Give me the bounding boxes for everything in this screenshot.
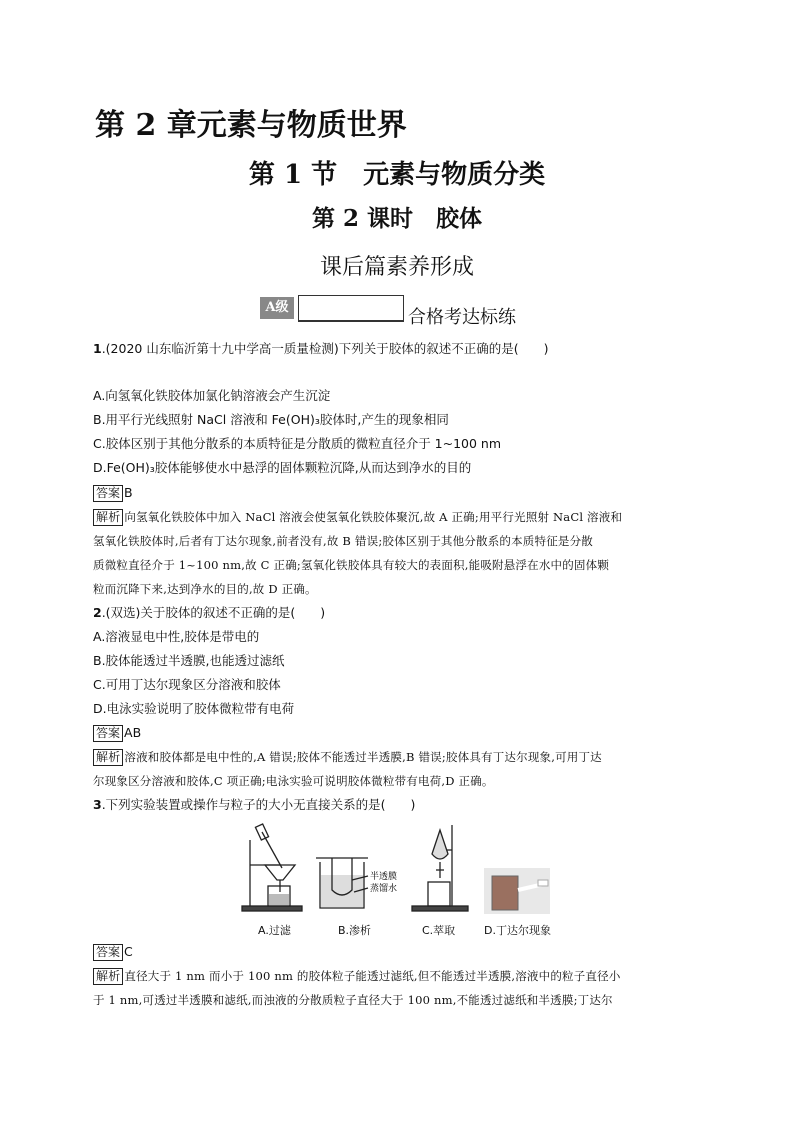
question-number: 1 — [93, 341, 102, 356]
option: D.Fe(OH)₃胶体能够使水中悬浮的固体颗粒沉降,从而达到净水的目的 — [93, 460, 472, 475]
lesson-title: 第 2 课时 胶体 — [311, 205, 483, 232]
explanation-line: 粒而沉降下来,达到净水的目的,故 D 正确。 — [93, 582, 317, 596]
question-3-stem — [93, 797, 415, 813]
explanation-text: 直径大于 1 nm 而小于 100 nm 的胶体粒子能透过滤纸,但不能透过半透膜,溶液中的粒子直径小 — [124, 969, 621, 983]
question-stem: .下列实验装置或操作与粒子的大小无直接关系的是( ) — [101, 797, 416, 812]
figure-caption-b: B.渗析 — [338, 924, 372, 937]
explanation-text: 溶液和胶体都是电中性的,A 错误;胶体不能透过半透膜,B 错误;胶体具有丁达尔现象,可用丁达 — [124, 750, 602, 764]
apparatus-figure — [240, 820, 560, 940]
level-badge: A级 — [260, 297, 294, 319]
filtration-apparatus — [242, 824, 302, 911]
dialysis-apparatus — [316, 858, 368, 908]
option: B.胶体能透过半透膜,也能透过滤纸 — [93, 653, 285, 668]
option: B.用平行光线照射 NaCl 溶液和 Fe(OH)₃胶体时,产生的现象相同 — [93, 412, 449, 427]
explanation-line — [93, 509, 622, 526]
explanation-tag: 解析 — [93, 509, 123, 526]
answer-value: B — [124, 485, 133, 500]
question-number: 3 — [93, 797, 102, 812]
explanation-line: 氢氧化铁胶体时,后者有丁达尔现象,前者没有,故 B 错误;胶体区别于其他分散系的本质特征是分散 — [93, 534, 593, 548]
level-title: 合格考达标练 — [408, 307, 516, 328]
answer-value: AB — [124, 725, 142, 740]
figure-caption-d: D.丁达尔现象 — [484, 924, 551, 937]
explanation-tag: 解析 — [93, 749, 123, 766]
membrane-label: 半透膜 — [370, 872, 398, 882]
option: C.可用丁达尔现象区分溶液和胶体 — [93, 677, 281, 692]
explanation-line — [93, 749, 602, 766]
answer-tag: 答案 — [93, 725, 123, 742]
option: A.向氢氧化铁胶体加氯化钠溶液会产生沉淀 — [93, 388, 331, 403]
apparatus-drawing — [240, 820, 560, 920]
level-box — [298, 295, 404, 322]
question-stem: .(2020 山东临沂第十九中学高一质量检测)下列关于胶体的叙述不正确的是( ) — [101, 341, 549, 356]
figure-caption-c: C.萃取 — [422, 924, 456, 937]
tyndall-photo — [484, 868, 550, 914]
option: D.电泳实验说明了胶体微粒带有电荷 — [93, 701, 295, 716]
explanation-text: 向氢氧化铁胶体中加入 NaCl 溶液会使氢氧化铁胶体聚沉,故 A 正确;用平行光照射 NaCl 溶液和 — [124, 510, 623, 524]
part-title: 课后篇素养形成 — [319, 255, 474, 280]
chapter-title: 第 2 章元素与物质世界 — [95, 108, 407, 143]
explanation-line — [93, 968, 621, 985]
water-label: 蒸馏水 — [370, 884, 398, 894]
explanation-line: 尔现象区分溶液和胶体,C 项正确;电泳实验可说明胶体微粒带有电荷,D 正确。 — [93, 774, 494, 788]
question-stem: .(双选)关于胶体的叙述不正确的是( ) — [101, 605, 326, 620]
figure-caption-a: A.过滤 — [258, 924, 291, 937]
explanation-line: 于 1 nm,可透过半透膜和滤纸,而浊液的分散质粒子直径大于 100 nm,不能透过滤纸和半透膜;丁达尔 — [93, 993, 613, 1007]
answer-value: C — [124, 944, 133, 959]
question-1-stem — [93, 341, 548, 357]
question-number: 2 — [93, 605, 102, 620]
answer-line — [93, 944, 133, 961]
answer-line — [93, 725, 141, 742]
explanation-tag: 解析 — [93, 968, 123, 985]
option: C.胶体区别于其他分散系的本质特征是分散质的微粒直径介于 1~100 nm — [93, 436, 502, 451]
extraction-apparatus — [412, 825, 468, 911]
question-2-stem — [93, 605, 325, 621]
explanation-line: 质微粒直径介于 1~100 nm,故 C 正确;氢氧化铁胶体具有较大的表面积,能吸附悬浮在水中的固体颗 — [93, 558, 610, 572]
option: A.溶液显电中性,胶体是带电的 — [93, 629, 260, 644]
answer-tag: 答案 — [93, 485, 123, 502]
answer-line — [93, 485, 133, 502]
answer-tag: 答案 — [93, 944, 123, 961]
section-title: 第 1 节 元素与物质分类 — [248, 160, 546, 190]
